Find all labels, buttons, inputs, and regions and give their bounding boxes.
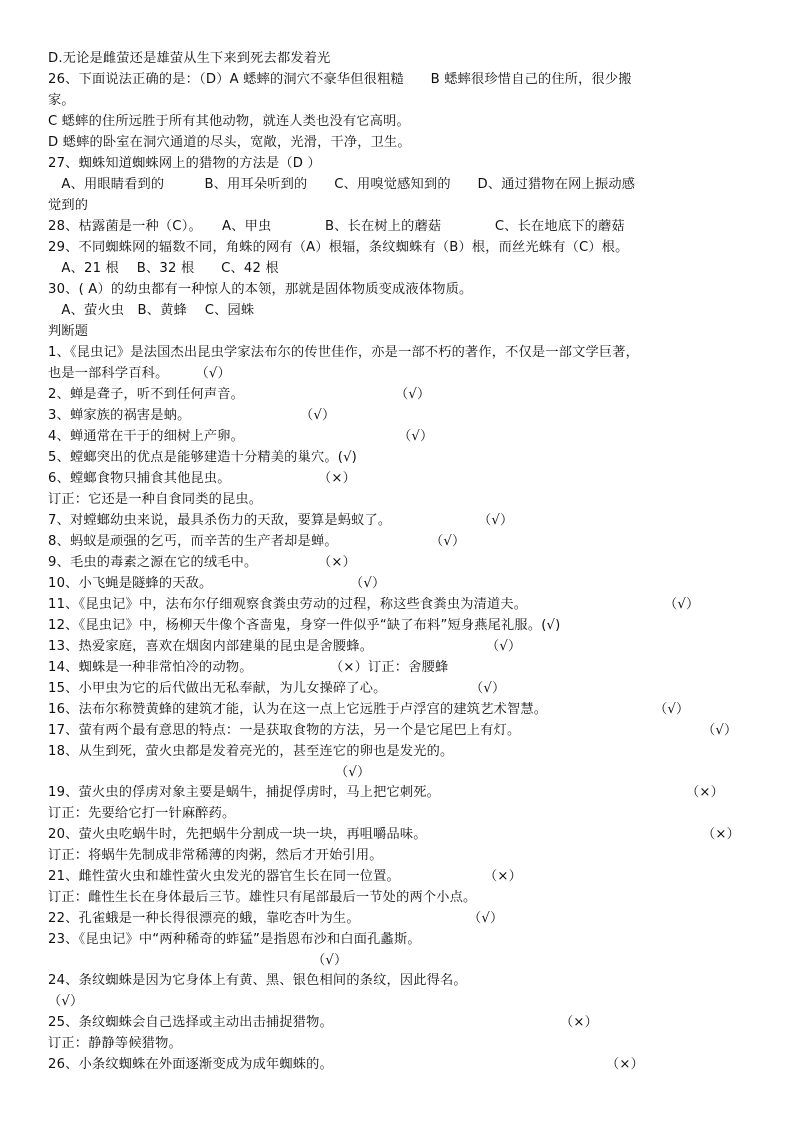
- text-line: 16、法布尔称赞黄蜂的建筑才能，认为在这一点上它远胜于卢浮宫的建筑艺术智慧。: [48, 702, 548, 717]
- text-line: 20、萤火虫吃蜗牛时，先把蜗牛分割成一块一块，再咀嚼品味。: [48, 827, 427, 842]
- answer-mark: （√）: [486, 639, 522, 654]
- text-line: 27、蜘蛛知道蜘蛛网上的猎物的方法是（D ）: [48, 156, 321, 171]
- text-line: A、21 根 B、32 根 C、42 根: [48, 261, 279, 276]
- answer-mark: （×）: [318, 555, 357, 570]
- text-line: 15、小甲虫为它的后代做出无私奉献，为儿女操碎了心。: [48, 681, 387, 696]
- text-line: 18、从生到死，萤火虫都是发着亮光的，甚至连它的卵也是发光的。: [48, 744, 454, 759]
- section-heading: 判断题: [48, 324, 89, 339]
- text-line: 1、《昆虫记》是法国杰出昆虫学家法布尔的传世佳作，亦是一部不朽的著作，不仅是一部文学巨著，: [48, 345, 640, 360]
- answer-mark: （×）: [686, 785, 725, 800]
- text-line: 5、螳螂突出的优点是能够建造十分精美的巢穴。(√): [48, 450, 358, 465]
- text-line: 28、枯露菌是一种（C）。 A、甲虫 B、长在树上的蘑菇 C、长在地底下的蘑菇: [48, 219, 625, 234]
- answer-mark: （√）: [470, 681, 506, 696]
- answer-mark: （√）: [335, 765, 371, 780]
- text-line: （√）: [48, 994, 84, 1009]
- text-line: A、萤火虫 B、黄蜂 C、园蛛: [48, 303, 255, 318]
- answer-mark: （×）: [484, 869, 523, 884]
- text-line: D 蟋蟀的卧室在洞穴通道的尽头，宽敞，光滑，干净，卫生。: [48, 135, 411, 150]
- text-line: 22、孔雀蛾是一种长得很漂亮的蛾，靠吃杏叶为生。: [48, 911, 360, 926]
- text-line: 24、条纹蜘蛛是因为它身体上有黄、黑、银色相间的条纹，因此得名。: [48, 973, 467, 988]
- text-line: 19、萤火虫的俘虏对象主要是蜗牛，捕捉俘虏时，马上把它刺死。: [48, 785, 441, 800]
- text-line: 也是一部科学百科。 （√）: [48, 366, 231, 381]
- answer-mark: （√）: [395, 387, 431, 402]
- answer-mark: （√）: [478, 513, 514, 528]
- answer-mark: （√）: [398, 429, 434, 444]
- answer-mark: （×）: [318, 471, 357, 486]
- text-line: 订正：将蜗牛先制成非常稀薄的肉粥，然后才开始引用。: [48, 848, 383, 863]
- text-line: 12、《昆虫记》中，杨柳天牛像个吝啬鬼，身穿一件似乎“缺了布料”短身燕尾礼服。(√): [48, 618, 561, 633]
- text-line: D.无论是雌萤还是雄萤从生下来到死去都发着光: [48, 51, 331, 66]
- text-line: 17、萤有两个最有意思的特点：一是获取食物的方法，另一个是它尾巴上有灯。: [48, 723, 521, 738]
- answer-mark: （√）: [654, 702, 690, 717]
- text-line: 家。: [48, 93, 75, 108]
- text-line: 13、热爱家庭，喜欢在烟囱内部建巢的昆虫是舍腰蜂。: [48, 639, 374, 654]
- text-line: 觉到的: [48, 198, 89, 213]
- text-line: 9、毛虫的毒素之源在它的绒毛中。: [48, 555, 258, 570]
- text-line: 26、下面说法正确的是：（D）A 蟋蟀的洞穴不豪华但很粗糙 B 蟋蟀很珍惜自己的住所，很少搬: [48, 72, 632, 87]
- text-line: 26、小条纹蜘蛛在外面逐渐变成为成年蜘蛛的。: [48, 1057, 333, 1072]
- text-line: 3、蝉家族的祸害是蚋。: [48, 408, 191, 423]
- text-line: 订正：静静等候猎物。: [48, 1036, 182, 1051]
- text-line: 订正：它还是一种自食同类的昆虫。: [48, 492, 263, 507]
- text-line: 订正：先要给它打一针麻醉药。: [48, 806, 236, 821]
- answer-mark: （√）: [664, 597, 700, 612]
- text-line: 29、不同蜘蛛网的辐数不同，角蛛的网有（A）根辐，条纹蜘蛛有（B）根，而丝光蛛有（C）根。: [48, 240, 629, 255]
- answer-mark: （√）: [350, 576, 386, 591]
- text-line: 11、《昆虫记》中，法布尔仔细观察食粪虫劳动的过程，称这些食粪虫为清道夫。: [48, 597, 528, 612]
- text-line: 14、蜘蛛是一种非常怕冷的动物。: [48, 660, 253, 675]
- text-line: 6、螳螂食物只捕食其他昆虫。: [48, 471, 231, 486]
- answer-mark: （×）: [606, 1057, 645, 1072]
- text-line: 7、对螳螂幼虫来说，最具杀伤力的天敌，要算是蚂蚁了。: [48, 513, 392, 528]
- text-line: 8、蚂蚁是顽强的乞丐，而辛苦的生产者却是蝉。: [48, 534, 338, 549]
- text-line: 10、小飞蝇是隧蜂的天敌。: [48, 576, 213, 591]
- answer-mark: （√）: [312, 953, 348, 968]
- answer-mark: （√）: [430, 534, 466, 549]
- answer-mark: （×）: [560, 1015, 599, 1030]
- answer-mark: （√）: [702, 723, 738, 738]
- answer-mark: （√）: [468, 911, 504, 926]
- text-line: 30、( A）的幼虫都有一种惊人的本领，那就是固体物质变成液体物质。: [48, 282, 473, 297]
- text-line: 23、《昆虫记》中“两种稀奇的蚱猛”是指恩布沙和白面孔蠡斯。: [48, 932, 421, 947]
- text-line: 25、条纹蜘蛛会自己选择或主动出击捕捉猎物。: [48, 1015, 333, 1030]
- text-line: 4、蝉通常在干于的细树上产卵。: [48, 429, 245, 444]
- text-line: 订正：雌性生长在身体最后三节。雄性只有尾部最后一节处的两个小点。: [48, 890, 477, 905]
- text-line: A、用眼睛看到的 B、用耳朵听到的 C、用嗅觉感知到的 D、通过猎物在网上振动感: [48, 177, 636, 192]
- text-line: C 蟋蟀的住所远胜于所有其他动物，就连人类也没有它高明。: [48, 114, 410, 129]
- answer-mark: （×）订正：舍腰蜂: [330, 660, 449, 675]
- text-line: 21、雌性萤火虫和雄性萤火虫发光的器官生长在同一位置。: [48, 869, 400, 884]
- answer-mark: （√）: [300, 408, 336, 423]
- answer-mark: （×）: [702, 827, 741, 842]
- text-line: 2、蝉是聋子，听不到任何声音。: [48, 387, 245, 402]
